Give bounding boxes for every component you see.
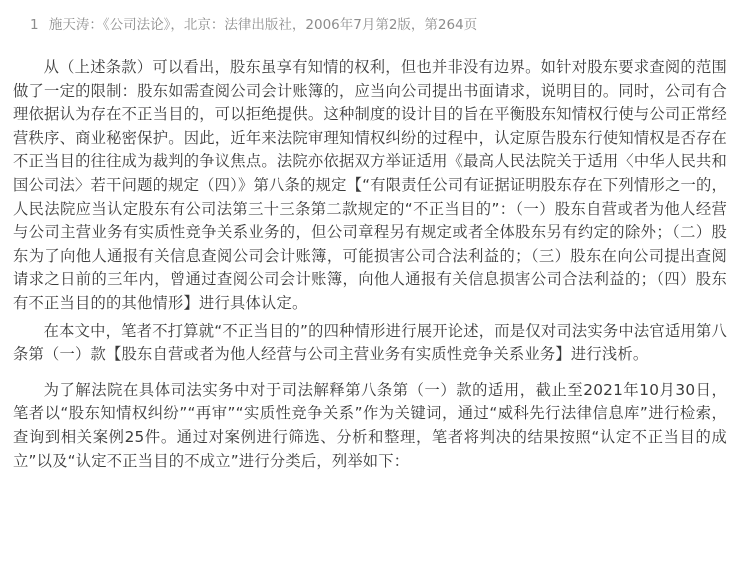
footnote-number: 1 xyxy=(30,17,39,33)
footnote-text: 施天涛：《公司法论》，北京：法律出版社，2006年7月第2版，第264页 xyxy=(48,17,478,33)
paragraph-3: 为了解法院在具体司法实务中对于司法解释第八条第（一）款的适用，截止至2021年10月30日，笔者以“股东知情权纠纷”“再审”“实质性竞争关系”作为关键词，通过“威科先行法律信息库”进行检索，查询到相关案例25件。通过对案例进行筛选、分析和整理，笔者将判决的结果按照“认定不正当目的成立”以及“认定不正当目的不成立”进行分类后，列举如下： xyxy=(13,380,727,470)
paragraph-2: 在本文中，笔者不打算就“不正当目的”的四种情形进行展开论述，而是仅对司法实务中法官适用第八条第（一）款【股东自营或者为他人经营与公司主营业务有实质性竞争关系业务】进行浅析。 xyxy=(13,321,727,364)
footnote xyxy=(13,14,727,36)
paragraph-1: 从（上述条款）可以看出，股东虽享有知情的权利，但也并非没有边界。如针对股东要求查阅的范围做了一定的限制：股东如需查阅公司会计账簿的，应当向公司提出书面请求，说明目的。同时，公司有合理依据认为存在不正当目的，可以拒绝提供。这种制度的设计目的旨在平衡股东知情权行使与公司正常经营秩序、商业秘密保护。因此，近年来法院审理知情权纠纷的过程中，认定原告股东行使知情权是否存在不正当目的往往成为裁判的争议焦点。法院亦依据双方举证适用《最高人民法院关于适用〈中华人民共和国公司法〉若干问题的规定（四）》第八条的规定【“有限责任公司有证据证明股东存在下列情形之一的，人民法院应当认定股东有公司法第三十三条第二款规定的“不正当目的”：（一）股东自营或者为他人经营与公司主营业务有实质性竞争关系业务的，但公司章程另有规定或者全体股东另有约定的除外；（二）股东为了向他人通报有关信息查阅公司会计账簿，可能损害公司合法利益的；（三）股东在向公司提出查阅请求之日前的三年内，曾通过查阅公司会计账簿，向他人通报有关信息损害公司合法利益的；（四）股东有不正当目的的其他情形】进行具体认定。 xyxy=(13,58,727,312)
